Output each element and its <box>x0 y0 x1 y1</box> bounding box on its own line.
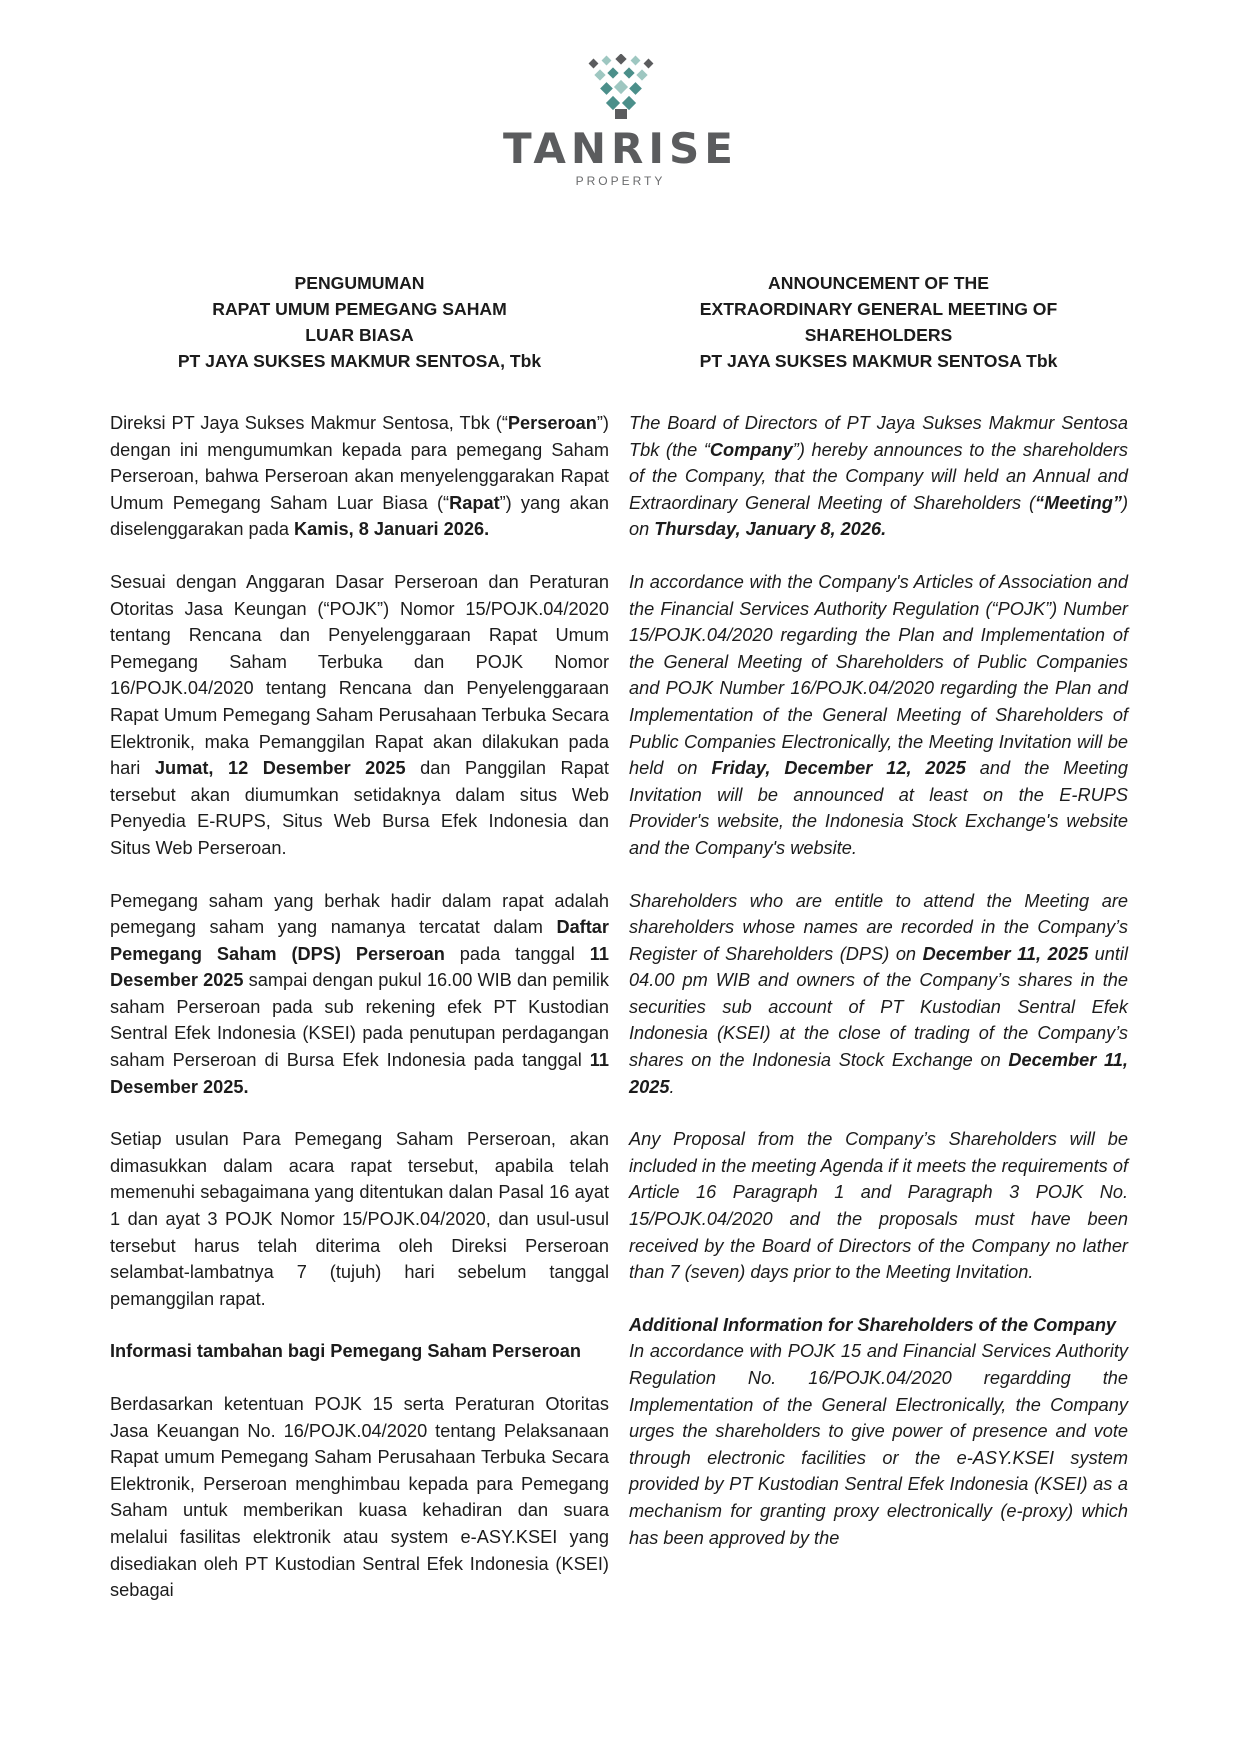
additional-info-heading: Additional Information for Shareholders of the Company <box>629 1314 1117 1335</box>
company-logo <box>0 54 1241 204</box>
english-title <box>629 270 1128 374</box>
title-line: PT JAYA SUKSES MAKMUR SENTOSA, Tbk <box>177 351 542 371</box>
title-line: SHAREHOLDERS <box>804 325 953 345</box>
indonesian-title <box>110 270 609 374</box>
paragraph-meeting-notice: The Board of Directors of PT Jaya Sukses Makmur Sentosa Tbk (the “Company”) hereby announces to the shareholders of the Company, that the Company will held an Annual and Extraordinary General Meeting of Shareholders (“Meeting”) on Thursday, January 8, 2026. <box>629 413 1128 540</box>
paragraph-e-proxy: In accordance with POJK 15 and Financial Services Authority Regulation No. 16/POJK.04/2020 regardding the Implementation of the General Electronically, the Company urges the shareholders to give power of presence and vote through electronic facilities or the e-ASY.KSEI system provided by PT Kustodian Sentral Efek Indonesia (KSEI) as a mechanism for granting proxy electronically (e-proxy) which has been approved by the <box>629 1341 1128 1548</box>
title-line: LUAR BIASA <box>305 325 414 345</box>
title-line: ANNOUNCEMENT OF THE <box>768 273 989 293</box>
paragraph-proposals: Setiap usulan Para Pemegang Saham Perseroan, akan dimasukkan dalam acara rapat tersebut, apabila telah memenuhi sebagaimana yang ditentukan dalan Pasal 16 ayat 1 dan ayat 3 POJK Nomor 15/POJK.04/2020, dan usul-usul tersebut harus telah diterima oleh Direksi Perseroan selambat-lambatnya 7 (tujuh) hari sebelum tanggal pemanggilan rapat. <box>110 1129 609 1309</box>
paragraph-invitation-schedule: In accordance with the Company's Articles of Association and the Financial Services Authority Regulation (“POJK”) Number 15/POJK.04/2020 regarding the Plan and Implementation of the General Meeting of Shareholders of Public Companies and POJK Number 16/POJK.04/2020 regarding the Plan and Implementation of the General Meeting of Shareholders of Public Companies Electronically, the Meeting Invitation will be held on Friday, December 12, 2025 and the Meeting Invitation will be announced at least on the E-RUPS Provider's website, the Indonesia Stock Exchange's website and the Company's website. <box>629 571 1128 858</box>
paragraph-invitation-schedule: Sesuai dengan Anggaran Dasar Perseroan dan Peraturan Otoritas Jasa Keungan (“POJK”) Nomor 15/POJK.04/2020 tentang Rencana dan Penyelenggaraan Rapat Umum Pemegang Saham Terbuka dan POJK Nomor 16/POJK.04/2020 tentang Rencana dan Penyelenggaraan Rapat Umum Pemegang Saham Perusahaan Terbuka Secara Elektronik, maka Pemanggilan Rapat akan dilakukan pada hari Jumat, 12 Desember 2025 dan Panggilan Rapat tersebut akan diumumkan setidaknya dalam situs Web Penyedia E-RUPS, Situs Web Bursa Efek Indonesia dan Situs Web Perseroan. <box>110 571 609 858</box>
title-line: PENGUMUMAN <box>294 273 425 293</box>
title-line: RAPAT UMUM PEMEGANG SAHAM <box>212 299 507 319</box>
title-line: PT JAYA SUKSES MAKMUR SENTOSA Tbk <box>699 351 1058 371</box>
title-line: EXTRAORDINARY GENERAL MEETING OF <box>699 299 1058 319</box>
indonesian-column <box>110 270 609 1630</box>
paragraph-eligible-shareholders: Shareholders who are entitle to attend the Meeting are shareholders whose names are recorded in the Company’s Register of Shareholders (DPS) on December 11, 2025 until 04.00 pm WIB and owners of the Company’s shares in the securities sub account of PT Kustodian Sentral Efek Indonesia (KSEI) at the close of trading of the Company’s shares on the Indonesia Stock Exchange on December 11, 2025. <box>629 890 1128 1097</box>
logo-mark-icon <box>586 54 656 120</box>
paragraph-e-proxy: Berdasarkan ketentuan POJK 15 serta Peraturan Otoritas Jasa Keuangan No. 16/POJK.04/2020 tentang Pelaksanaan Rapat umum Pemegang Saham Perusahaan Terbuka Secara Elektronik, Perseroan menghimbau kepada para Pemegang Saham untuk memberikan kuasa kehadiran dan suara melalui fasilitas elektronik atau system e-ASY.KSEI yang disediakan oleh PT Kustodian Sentral Efek Indonesia (KSEI) sebagai <box>110 1394 609 1601</box>
paragraph-meeting-notice: Direksi PT Jaya Sukses Makmur Sentosa, Tbk (“Perseroan”) dengan ini mengumumkan kepada para pemegang Saham Perseroan, bahwa Perseroan akan menyelenggarakan Rapat Umum Pemegang Saham Luar Biasa (“Rapat”) yang akan diselenggarakan pada Kamis, 8 Januari 2026. <box>110 413 609 540</box>
paragraph-proposals: Any Proposal from the Company’s Shareholders will be included in the meeting Agenda if it meets the requirements of Article 16 Paragraph 1 and Paragraph 3 POJK No. 15/POJK.04/2020 and the proposals must have been received by the Board of Directors of the Company no lather than 7 (seven) days prior to the Meeting Invitation. <box>629 1129 1128 1283</box>
additional-info-heading: Informasi tambahan bagi Pemegang Saham Perseroan <box>110 1341 582 1362</box>
logo-brand-name: TANRISE <box>503 124 738 173</box>
logo-brand-sub: PROPERTY <box>575 174 666 188</box>
english-column <box>629 270 1128 1577</box>
paragraph-eligible-shareholders: Pemegang saham yang berhak hadir dalam rapat adalah pemegang saham yang namanya tercatat dalam Daftar Pemegang Saham (DPS) Perseroan pada tanggal 11 Desember 2025 sampai dengan pukul 16.00 WIB dan pemilik saham Perseroan pada sub rekening efek PT Kustodian Sentral Efek Indonesia (KSEI) pada penutupan perdagangan saham Perseroan di Bursa Efek Indonesia pada tanggal 11 Desember 2025. <box>110 890 610 1097</box>
